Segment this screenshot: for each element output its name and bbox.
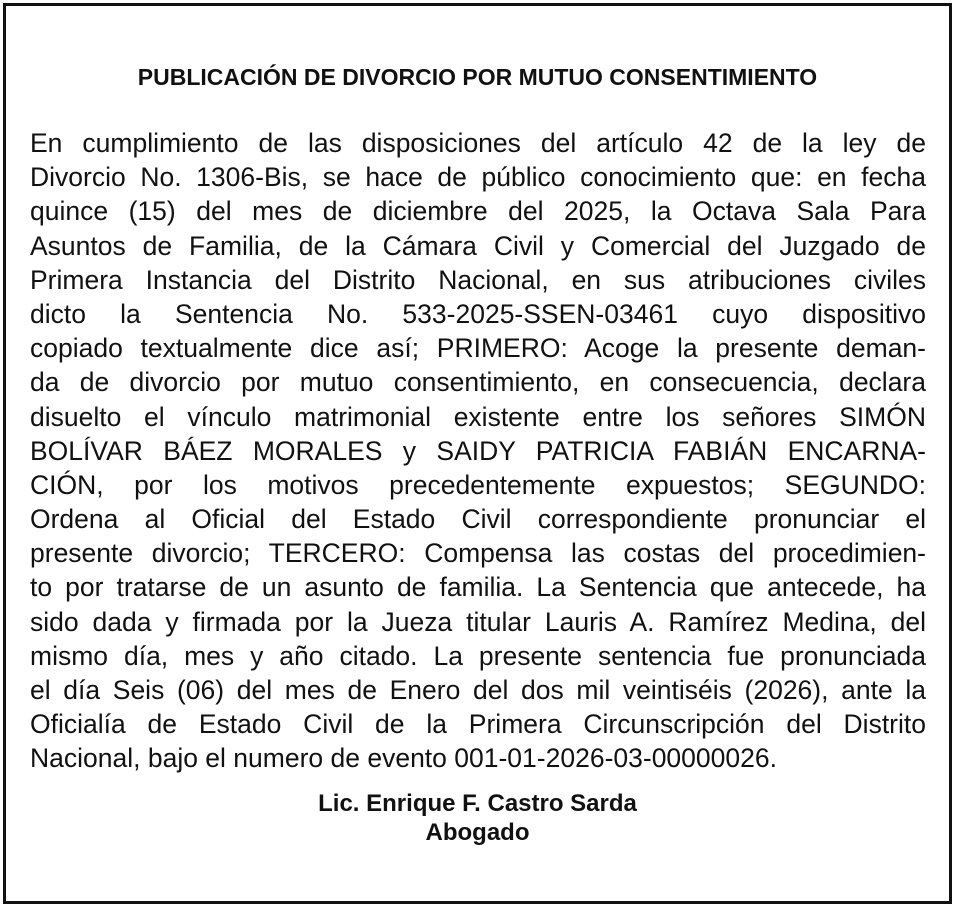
body-line: Nacional, bajo el numero de evento 001-01-2026-03-00000026. (30, 743, 777, 774)
body-line: presente divorcio; TERCERO: Compensa las costas del procedimien- (30, 538, 926, 569)
body-line: el día Seis (06) del mes de Enero del dos mil veintiséis (2026), ante la (30, 675, 926, 705)
body-line: sido dada y firmada por la Jueza titular Lauris A. Ramírez Medina, del (30, 606, 926, 637)
signature-role: Abogado (425, 819, 530, 846)
body-line: Asuntos de Familia, de la Cámara Civil y Comercial del Juzgado de (30, 230, 926, 261)
body-line: CIÓN, por los motivos precedentemente expuestos; SEGUNDO: (30, 469, 926, 500)
notice-title: PUBLICACIÓN DE DIVORCIO POR MUTUO CONSENTIMIENTO (137, 64, 818, 90)
signature-name: Lic. Enrique F. Castro Sarda (318, 790, 637, 817)
body-line: Divorcio No. 1306-Bis, se hace de público conocimiento que: en fecha (30, 162, 926, 193)
body-line: copiado textualmente dice así; PRIMERO: Acoge la presente deman- (30, 333, 926, 364)
body-line: dicto la Sentencia No. 533-2025-SSEN-03461 cuyo dispositivo (30, 298, 926, 329)
body-line: En cumplimiento de las disposiciones del artículo 42 de la ley de (30, 128, 926, 158)
legal-notice-box (3, 3, 952, 904)
body-line: Oficialía de Estado Civil de la Primera Circunscripción del Distrito (30, 709, 926, 740)
body-line: mismo día, mes y año citado. La presente sentencia fue pronunciada (30, 640, 926, 671)
body-line: da de divorcio por mutuo consentimiento, en consecuencia, declara (30, 367, 926, 398)
body-line: quince (15) del mes de diciembre del 2025, la Octava Sala Para (30, 196, 926, 227)
body-line: disuelto el vínculo matrimonial existente entre los señores SIMÓN (30, 401, 926, 432)
notice-body (30, 126, 926, 776)
body-line: BOLÍVAR BÁEZ MORALES y SAIDY PATRICIA FABIÁN ENCARNA- (30, 435, 926, 466)
body-line: to por tratarse de un asunto de familia. La Sentencia que antecede, ha (30, 572, 926, 603)
body-line: Primera Instancia del Distrito Nacional, en sus atribuciones civiles (30, 264, 926, 295)
body-line: Ordena al Oficial del Estado Civil correspondiente pronunciar el (30, 504, 926, 535)
signature-block (6, 789, 949, 847)
